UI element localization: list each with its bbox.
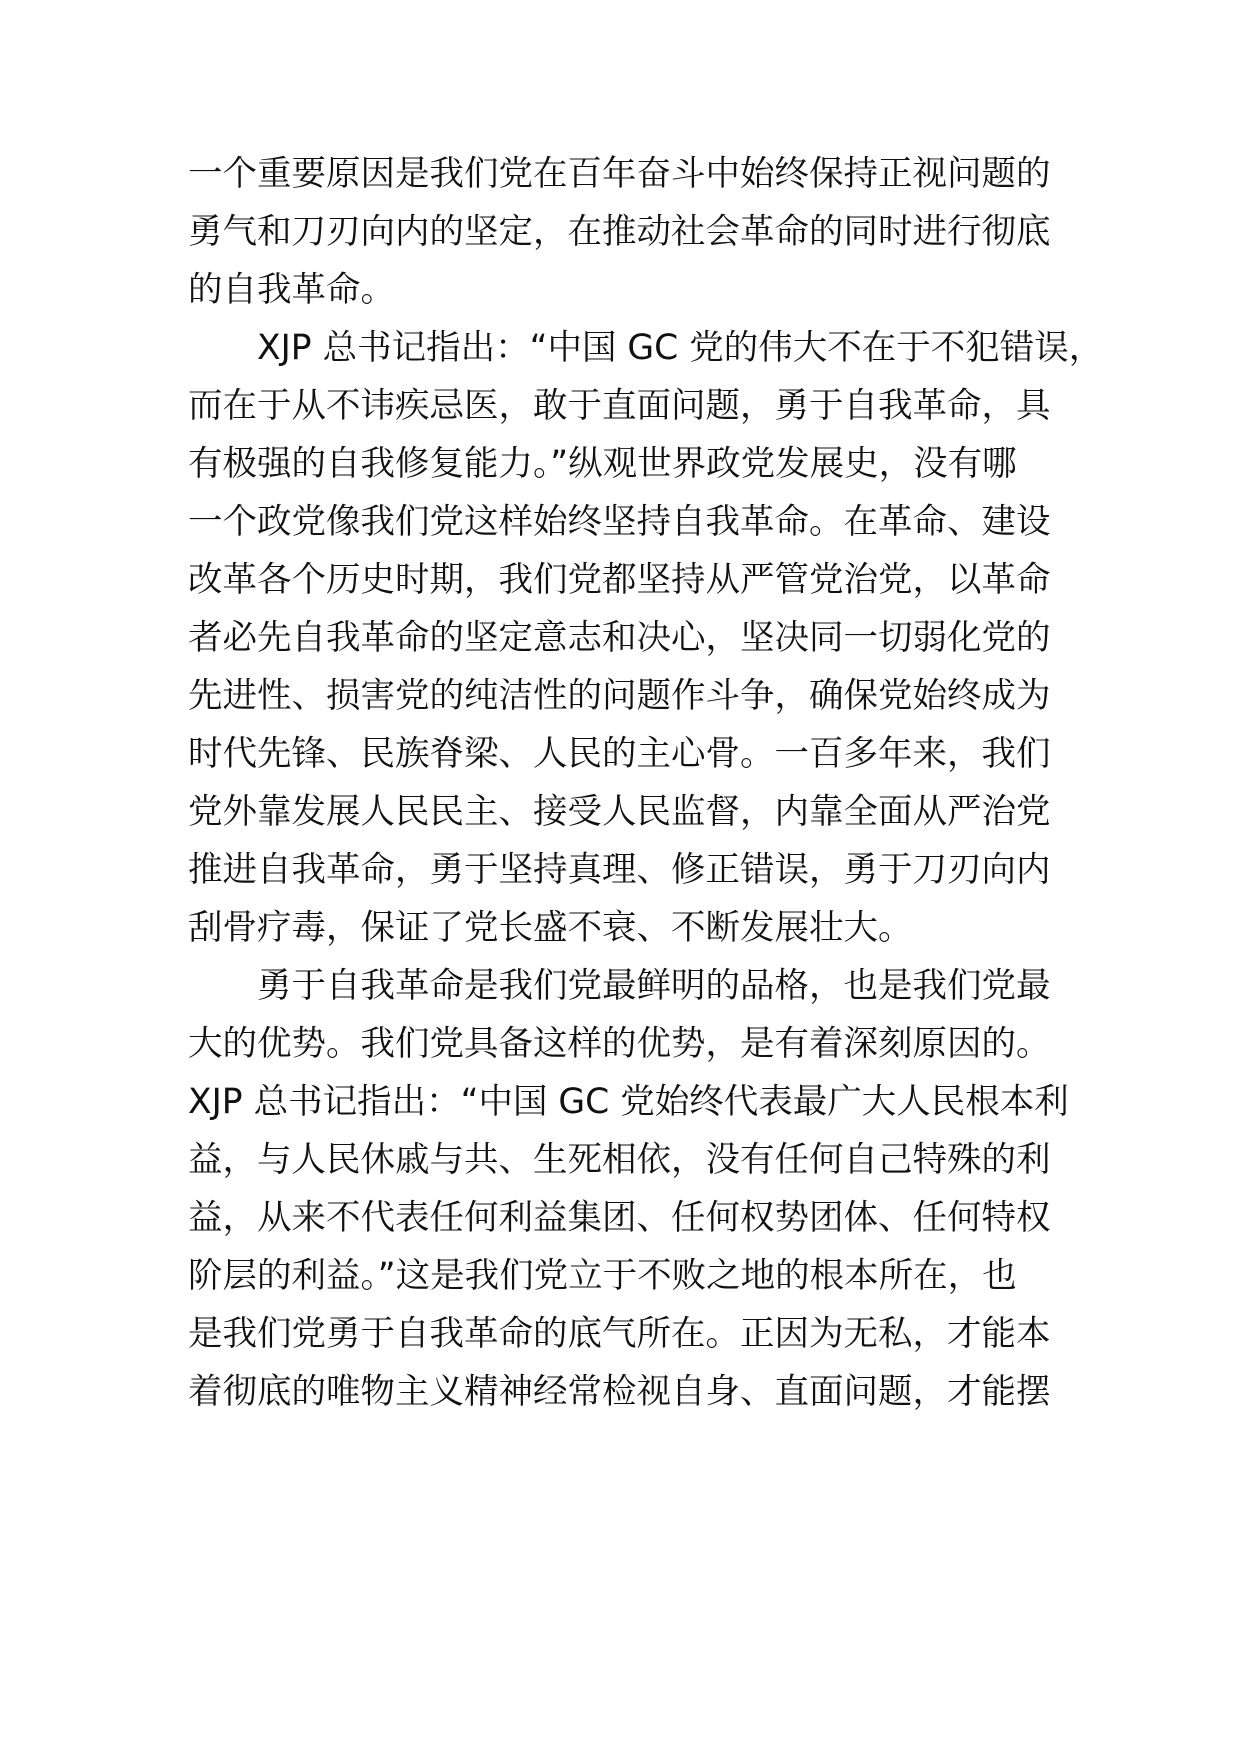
text-line: 刮骨疗毒，保证了党长盛不衰、不断发展壮大。: [188, 908, 913, 948]
text-line: 益，与人民休戚与共、生死相依，没有任何自己特殊的利: [188, 1140, 1051, 1180]
text-line: 党外靠发展人民民主、接受人民监督，内靠全面从严治党: [188, 792, 1051, 832]
text-line: 时代先锋、民族脊梁、人民的主心骨。一百多年来，我们: [188, 734, 1051, 774]
text-line: 有极强的自我修复能力。”纵观世界政党发展史，没有哪: [188, 444, 1017, 484]
text-line: 的自我革命。: [188, 270, 395, 310]
text-line: 益，从来不代表任何利益集团、任何权势团体、任何特权: [188, 1198, 1051, 1238]
text-line: 着彻底的唯物主义精神经常检视自身、直面问题，才能摆: [188, 1372, 1051, 1412]
text-line: 一个政党像我们党这样始终坚持自我革命。在革命、建设: [188, 502, 1051, 542]
paragraph-first-line: 勇于自我革命是我们党最鲜明的品格，也是我们党最: [257, 966, 1051, 1006]
text-line: 而在于从不讳疾忌医，敢于直面问题，勇于自我革命，具: [188, 386, 1051, 426]
text-line: XJP 总书记指出：“中国 GC 党始终代表最广大人民根本利: [188, 1082, 1069, 1122]
text-line: 先进性、损害党的纯洁性的问题作斗争，确保党始终成为: [188, 676, 1051, 716]
text-line: 是我们党勇于自我革命的底气所在。正因为无私，才能本: [188, 1314, 1051, 1354]
text-line: 改革各个历史时期，我们党都坚持从严管党治党，以革命: [188, 560, 1051, 600]
text-line: 阶层的利益。”这是我们党立于不败之地的根本所在，也: [188, 1256, 1017, 1296]
text-line: 大的优势。我们党具备这样的优势，是有着深刻原因的。: [188, 1024, 1051, 1064]
paragraph-first-line: XJP 总书记指出：“中国 GC 党的伟大不在于不犯错误，: [257, 328, 1104, 368]
text-line: 一个重要原因是我们党在百年奋斗中始终保持正视问题的: [188, 154, 1051, 194]
text-line: 推进自我革命，勇于坚持真理、修正错误，勇于刀刃向内: [188, 850, 1051, 890]
text-line: 勇气和刀刃向内的坚定，在推动社会革命的同时进行彻底: [188, 212, 1051, 252]
text-line: 者必先自我革命的坚定意志和决心，坚决同一切弱化党的: [188, 618, 1051, 658]
